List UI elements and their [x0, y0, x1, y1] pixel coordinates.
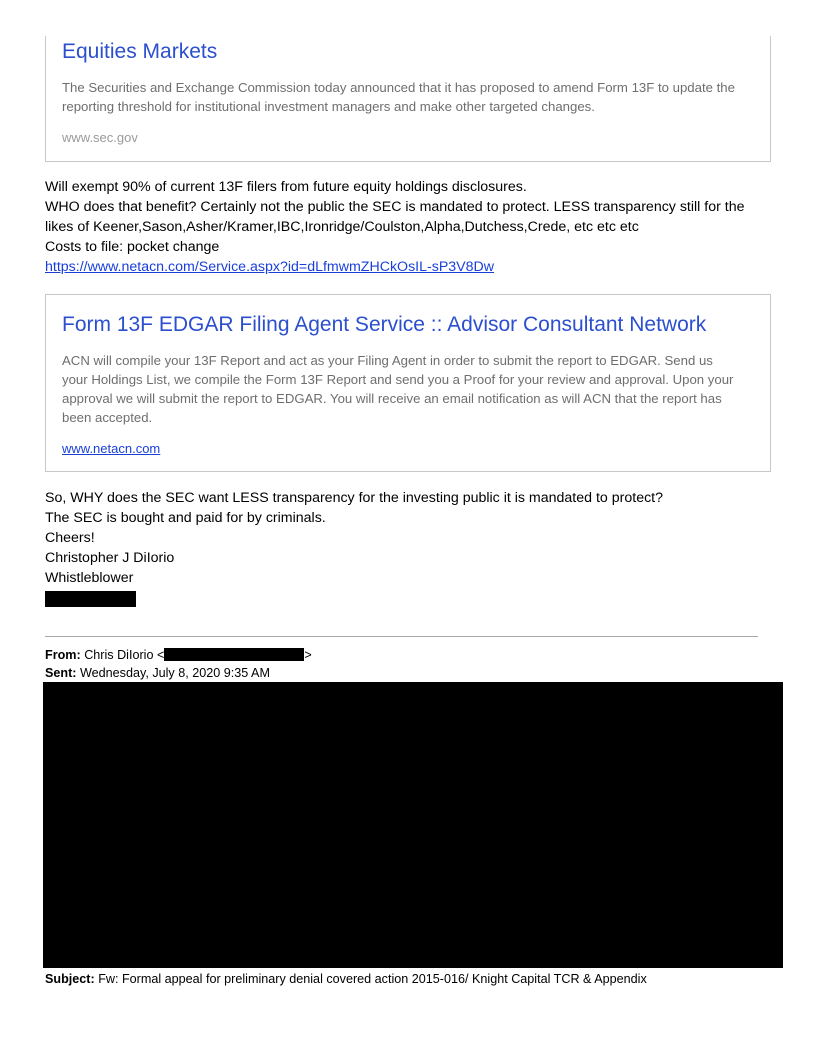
- from-redaction: [164, 648, 304, 661]
- redaction-block-large: [43, 682, 783, 968]
- body-line: Cheers!: [45, 530, 95, 546]
- card-url[interactable]: www.sec.gov: [62, 130, 138, 145]
- body-line: The SEC is bought and paid for by criminals.: [45, 510, 326, 526]
- redaction-block: [45, 591, 136, 607]
- from-label: From:: [45, 648, 81, 662]
- from-name: Chris DiIorio <: [84, 648, 165, 662]
- subject-value: Fw: Formal appeal for preliminary denial covered action 2015-016/ Knight Capital TCR & Appendix: [98, 972, 647, 986]
- signature-name: Christopher J DiIorio: [45, 550, 175, 566]
- body-line: Costs to file: pocket change: [45, 239, 220, 255]
- sent-value: Wednesday, July 8, 2020 9:35 AM: [79, 666, 270, 680]
- email-subject: [45, 971, 647, 987]
- netacn-link[interactable]: https://www.netacn.com/Service.aspx?id=dLfmwmZHCkOsIL-sP3V8Dw: [45, 259, 495, 275]
- body-line: WHO does that benefit? Certainly not the public the SEC is mandated to protect. LESS transparency still for the likes of Keener,Sason,Asher/Kramer,IBC,Ironridge/Coulston,Alpha,Dutchess,Crede, etc etc etc: [45, 199, 745, 235]
- card-description: ACN will compile your 13F Report and act as your Filing Agent in order to submit the report to EDGAR. Send us your Holdings List, we compile the Form 13F Report and send you a Proof for your review and approval. Upon your approval we will submit the report to EDGAR. You will receive an email notification as will ACN that the report has been accepted.: [62, 353, 734, 425]
- divider: [45, 636, 758, 637]
- card-description: The Securities and Exchange Commission today announced that it has proposed to amend Form 13F to update the reporting threshold for institutional investment managers and make other targeted changes.: [62, 80, 735, 114]
- email-from: [45, 647, 312, 663]
- subject-label: Subject:: [45, 972, 95, 986]
- card-title[interactable]: Form 13F EDGAR Filing Agent Service :: Advisor Consultant Network: [62, 313, 707, 336]
- email-sent: [45, 665, 270, 681]
- link-preview-card-netacn[interactable]: [45, 294, 771, 472]
- link-preview-card-sec[interactable]: [45, 36, 771, 162]
- card-url[interactable]: www.netacn.com: [62, 441, 161, 456]
- from-close: >: [304, 648, 312, 662]
- body-line: Will exempt 90% of current 13F filers from future equity holdings disclosures.: [45, 179, 527, 195]
- sent-label: Sent:: [45, 666, 77, 680]
- signature-role: Whistleblower: [45, 570, 134, 586]
- card-title[interactable]: Equities Markets: [62, 40, 218, 63]
- body-line: So, WHY does the SEC want LESS transparency for the investing public it is mandated to protect?: [45, 490, 664, 506]
